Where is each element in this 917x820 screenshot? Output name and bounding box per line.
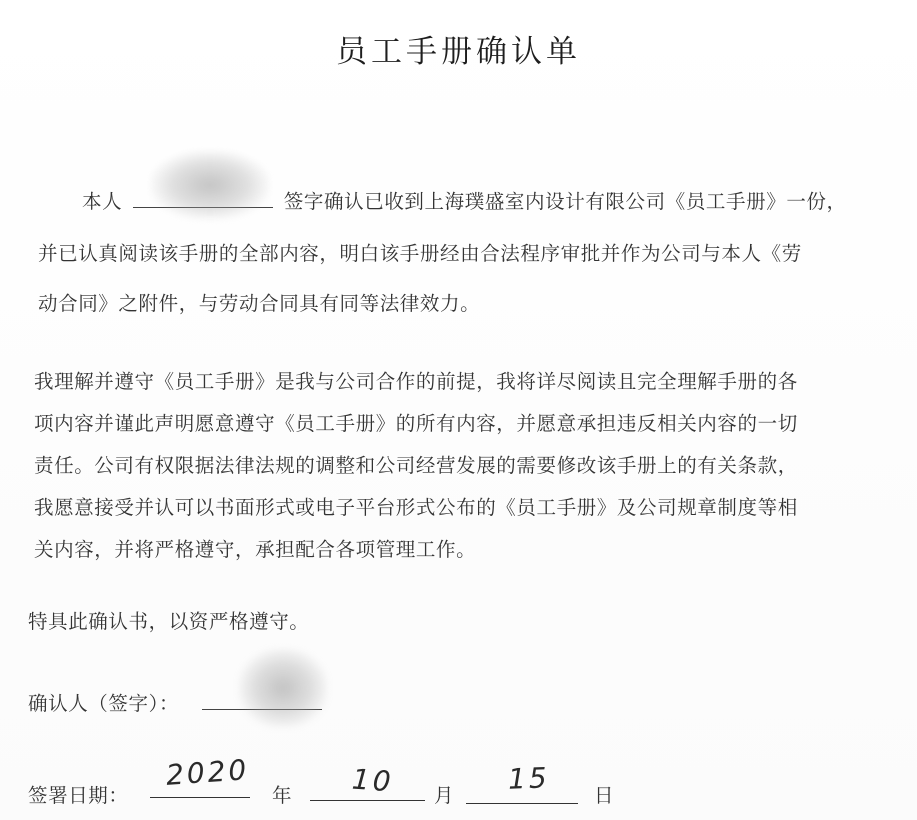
year-label: 年	[272, 784, 293, 807]
para1-line2: 并已认真阅读该手册的全部内容，明白该手册经由合法程序审批并作为公司与本人《劳	[38, 242, 802, 265]
day-handwritten: 15	[507, 761, 551, 796]
document-title: 员工手册确认单	[336, 34, 581, 70]
month-underline	[310, 800, 425, 801]
signature-label: 确认人（签字）：	[28, 692, 180, 715]
para1-suffix: 签字确认已收到上海璞盛室内设计有限公司《员工手册》一份，	[283, 190, 847, 213]
redacted-name-smudge	[150, 150, 270, 220]
para1-prefix: 本人	[82, 190, 123, 213]
month-label: 月	[434, 784, 455, 807]
date-label: 签署日期：	[28, 784, 129, 807]
year-underline	[150, 797, 250, 798]
para2-line3: 责任。公司有权限据法律法规的调整和公司经营发展的需要修改该手册上的有关条款，	[34, 454, 798, 477]
day-underline	[466, 803, 578, 804]
redacted-signature-smudge	[238, 648, 328, 728]
para2-line4: 我愿意接受并认可以书面形式或电子平台形式公布的《员工手册》及公司规章制度等相	[34, 496, 798, 519]
year-handwritten: 2020	[164, 753, 251, 792]
para1-line3: 动合同》之附件，与劳动合同具有同等法律效力。	[38, 292, 481, 315]
para2-line2: 项内容并谨此声明愿意遵守《员工手册》的所有内容，并愿意承担违反相关内容的一切	[34, 412, 798, 435]
para2-line5: 关内容，并将严格遵守，承担配合各项管理工作。	[34, 538, 477, 561]
month-handwritten: 10	[350, 762, 395, 799]
closing-statement: 特具此确认书，以资严格遵守。	[28, 610, 310, 633]
day-label: 日	[594, 784, 615, 807]
para2-line1: 我理解并遵守《员工手册》是我与公司合作的前提，我将详尽阅读且完全理解手册的各	[34, 370, 798, 393]
